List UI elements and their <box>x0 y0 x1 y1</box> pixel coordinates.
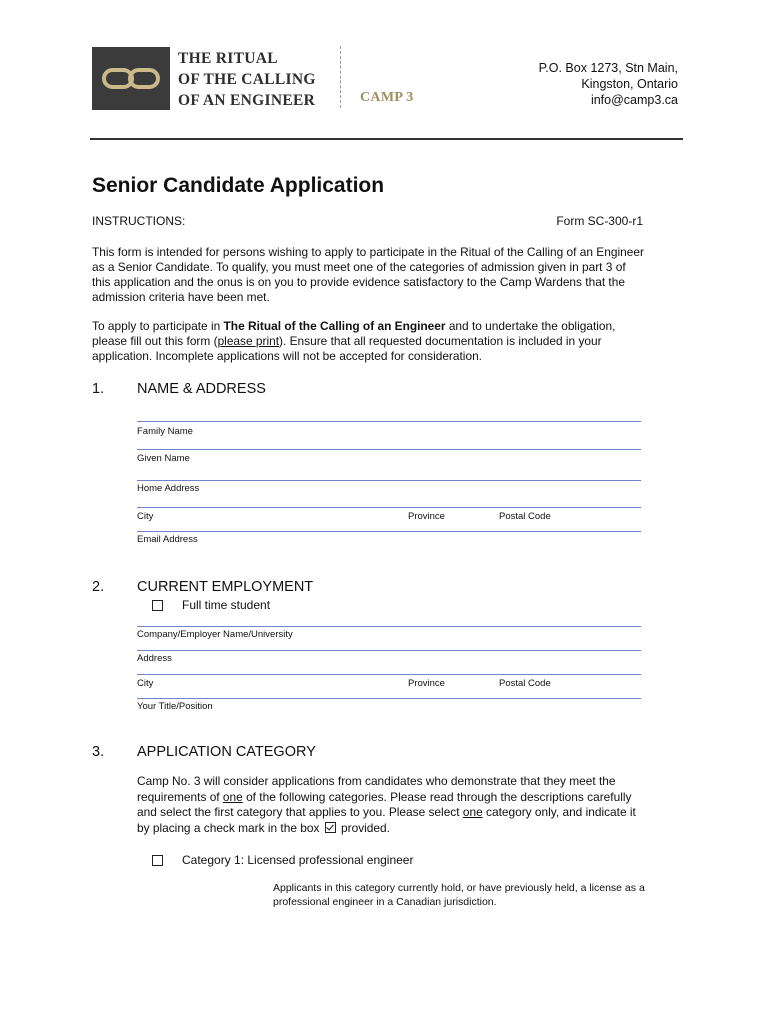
please-print-note: please print <box>217 334 280 348</box>
family-name-field[interactable] <box>137 421 641 422</box>
category-text-underline: one <box>222 789 243 804</box>
email-field[interactable] <box>137 531 641 532</box>
category-text: and select the first category that applies to you. Please select <box>137 805 463 819</box>
contact-address <box>539 60 678 108</box>
city-label: City <box>137 511 154 522</box>
family-name-label: Family Name <box>137 426 193 437</box>
intro-line-3: this application and the onus is on you to provide evidence satisfactory to the Camp Wardens that the <box>92 275 625 289</box>
position-field[interactable] <box>137 698 641 699</box>
checked-box-icon <box>325 822 336 833</box>
camp-label: CAMP 3 <box>360 90 414 105</box>
instructions-label: INSTRUCTIONS: <box>92 214 186 228</box>
province-label: Province <box>408 511 445 522</box>
category-instructions <box>137 774 682 836</box>
category-text: category only, and indicate it <box>482 805 636 819</box>
apply-text: ). Ensure that all requested documentation is included in your <box>279 334 602 348</box>
category-text: Camp No. 3 will consider applications from candidates who demonstrate that they meet the <box>137 774 616 788</box>
company-label: Company/Employer Name/University <box>137 629 293 640</box>
address-email: info@camp3.ca <box>590 93 678 107</box>
address-line-1: P.O. Box 1273, Stn Main, <box>538 61 678 75</box>
logo-line-3: OF AN ENGINEER <box>178 92 316 109</box>
category-1-desc-line: professional engineer in a Canadian jurisdiction. <box>273 896 497 908</box>
given-name-label: Given Name <box>137 453 190 464</box>
category-text: requirements of <box>137 789 223 804</box>
form-number: Form SC-300-r1 <box>556 214 643 228</box>
company-field[interactable] <box>137 626 641 627</box>
category-text: provided. <box>337 820 390 835</box>
apply-text: application. Incomplete applications will not be accepted for consideration. <box>92 349 482 363</box>
category-1-checkbox[interactable] <box>152 855 163 866</box>
intro-line-2: as a Senior Candidate. To qualify, you must meet one of the categories of admission given in part 3 of <box>92 260 626 274</box>
employment-address-field[interactable] <box>137 650 641 651</box>
category-text: of the following categories. Please read through the descriptions carefully <box>242 789 632 804</box>
ritual-name: The Ritual of the Calling of an Engineer <box>223 319 446 333</box>
category-1-desc-line: Applicants in this category currently hold, or have previously held, a license as a <box>273 882 645 894</box>
logo-line-1: THE RITUAL <box>178 50 278 67</box>
position-label: Your Title/Position <box>137 701 213 712</box>
home-address-label: Home Address <box>137 483 200 494</box>
logo-wordmark <box>178 48 316 111</box>
page-title: Senior Candidate Application <box>92 174 385 197</box>
section-2-number: 2. <box>92 579 105 595</box>
employment-postal-label: Postal Code <box>499 678 551 689</box>
intro-line-4: admission criteria have been met. <box>92 290 270 304</box>
header-rule <box>90 138 683 140</box>
city-province-postal-field[interactable] <box>137 507 641 508</box>
apply-text: and to undertake the obligation, <box>445 319 616 333</box>
category-text: by placing a check mark in the box <box>137 820 323 835</box>
employment-address-label: Address <box>137 653 172 664</box>
section-3-title: APPLICATION CATEGORY <box>137 744 316 760</box>
home-address-field[interactable] <box>137 480 641 481</box>
apply-text: To apply to participate in <box>92 319 224 333</box>
section-1-number: 1. <box>92 381 105 397</box>
header-divider <box>340 46 341 108</box>
category-1-label: Category 1: Licensed professional engineer <box>182 853 414 867</box>
postal-code-label: Postal Code <box>499 511 551 522</box>
given-name-field[interactable] <box>137 449 641 450</box>
logo-emblem <box>92 47 170 110</box>
section-1-title: NAME & ADDRESS <box>137 381 266 397</box>
intro-line-1: This form is intended for persons wishing to apply to participate in the Ritual of the Calling of an Engineer <box>92 245 644 259</box>
apply-paragraph <box>92 319 682 364</box>
category-text-underline: one <box>462 805 483 819</box>
logo-line-2: OF THE CALLING <box>178 71 316 88</box>
email-label: Email Address <box>137 534 198 545</box>
full-time-student-checkbox[interactable] <box>152 600 163 611</box>
category-1-description <box>273 881 683 909</box>
intro-paragraph <box>92 245 682 305</box>
employment-province-label: Province <box>408 678 445 689</box>
employment-city-field[interactable] <box>137 674 641 675</box>
chain-link-icon <box>92 47 170 110</box>
employment-city-label: City <box>137 678 154 689</box>
address-line-2: Kingston, Ontario <box>581 77 678 91</box>
apply-text: please fill out this form ( <box>92 334 218 348</box>
section-2-title: CURRENT EMPLOYMENT <box>137 579 314 595</box>
section-3-number: 3. <box>92 744 105 760</box>
full-time-student-label: Full time student <box>182 598 271 612</box>
